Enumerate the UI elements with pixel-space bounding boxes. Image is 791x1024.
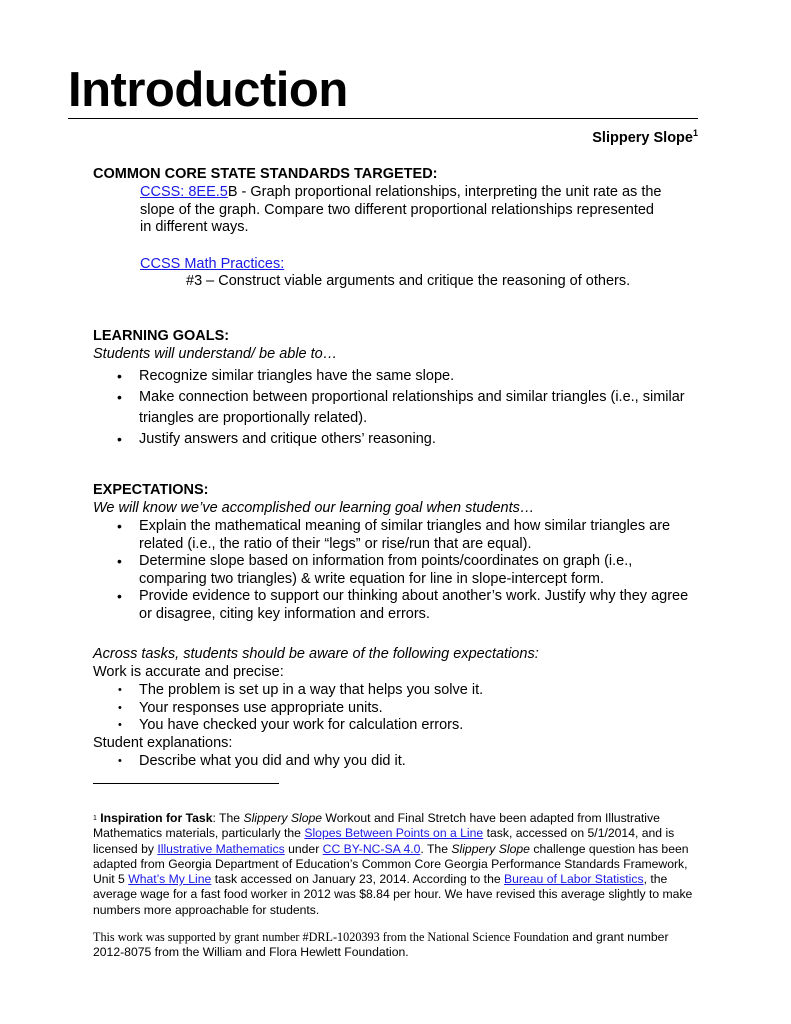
footnote-ref[interactable]: 1 — [692, 128, 698, 138]
grant-text-sans: and grant number 2012-8075 from the William and Flora Hewlett Foundation. — [93, 930, 669, 960]
title-divider — [68, 118, 698, 119]
page-title: Introduction — [68, 63, 348, 117]
whats-my-line-link[interactable]: What’s My Line — [128, 872, 212, 887]
footnote-divider — [93, 783, 279, 784]
footnote-text: under — [284, 841, 323, 856]
practice-item: #3 – Construct viable arguments and critique the reasoning of others. — [186, 273, 631, 289]
list-item: • Provide evidence to support our thinking about another’s work. Justify why they agree or disagree, citing key information and errors. — [93, 588, 693, 623]
ccss-text-line2: slope of the graph. Compare two different proportional relationships represented — [140, 201, 654, 218]
footnote-mark: 1 — [93, 815, 97, 822]
footnote-text: Workout and Final Stretch have been adapted from Illustrative Mathematics materials, particularly the — [93, 811, 660, 841]
footnote — [93, 811, 703, 918]
ccss-text-line3: in different ways. — [140, 219, 249, 235]
ccss-text-line1: B - Graph proportional relationships, interpreting the unit rate as the — [227, 184, 662, 200]
slopes-between-points-link[interactable]: Slopes Between Points on a Line — [304, 826, 484, 841]
across-tasks-text: Across tasks, students should be aware of the following expectations: — [93, 646, 539, 662]
learning-goals-heading: LEARNING GOALS: — [93, 328, 230, 344]
expectations-list — [93, 518, 693, 623]
illustrative-mathematics-link[interactable]: Illustrative Mathematics — [157, 841, 285, 856]
footnote-text: : The — [212, 811, 244, 825]
footnote-title: Slippery Slope — [451, 841, 530, 856]
grant-text-serif: This work was supported by grant number #DRL-1020393 from the National Science Foundation — [93, 930, 569, 944]
explanations-heading: Student explanations: — [93, 735, 233, 751]
standards-heading: COMMON CORE STATE STANDARDS TARGETED: — [93, 166, 438, 182]
expectations-heading: EXPECTATIONS: — [93, 482, 209, 498]
work-list — [93, 682, 693, 735]
list-item: • The problem is set up in a way that helps you solve it. — [93, 682, 693, 700]
list-item: • Recognize similar triangles have the same slope. — [93, 366, 693, 387]
list-item: • Justify answers and critique others’ reasoning. — [93, 429, 693, 450]
list-item: • Determine slope based on information from points/coordinates on graph (i.e., comparing two triangles) & write equation for line in slope-intercept form. — [93, 553, 693, 588]
explanations-list — [93, 753, 693, 771]
footnote-text: . The — [420, 841, 452, 856]
ccss-practices-link[interactable]: CCSS Math Practices: — [140, 256, 285, 272]
work-heading: Work is accurate and precise: — [93, 664, 284, 680]
task-title — [592, 130, 698, 146]
list-item: • Explain the mathematical meaning of similar triangles and how similar triangles are related (i.e., the ratio of their “legs” or rise/run that are equal). — [93, 518, 693, 553]
list-item: • Describe what you did and why you did it. — [93, 753, 693, 771]
footnote-text: , the average wage for a fast food worker in 2012 was $8.84 per hour. We have revised this average slightly to make numbers more approachable for students. — [93, 872, 693, 917]
footnote-title: Slippery Slope — [243, 811, 323, 825]
list-item: • You have checked your work for calculation errors. — [93, 717, 693, 735]
learning-goals-intro: Students will understand/ be able to… — [93, 346, 338, 362]
cc-license-link[interactable]: CC BY-NC-SA 4.0 — [322, 841, 421, 856]
footnote-text: task, accessed on 5/1/2014, and is licensed by — [93, 826, 675, 856]
list-item: • Make connection between proportional relationships and similar triangles (i.e., similar triangles are proportionally related). — [93, 387, 693, 429]
bureau-labor-statistics-link[interactable]: Bureau of Labor Statistics — [504, 872, 644, 887]
footnote-text: challenge question has been adapted from Georgia Department of Education’s Common Core Georgia Performance Standards Framework, Unit 5 — [93, 841, 689, 887]
footnote-text: task accessed on January 23, 2014. According to the — [211, 872, 505, 887]
footnote-label: Inspiration for Task — [100, 811, 213, 825]
grant-statement — [93, 930, 703, 961]
expectations-intro: We will know we’ve accomplished our learning goal when students… — [93, 500, 535, 516]
ccss-8ee5-link[interactable]: CCSS: 8EE.5 — [140, 184, 228, 200]
task-title-text: Slippery Slope — [592, 130, 693, 146]
standards-block — [140, 184, 710, 237]
list-item: • Your responses use appropriate units. — [93, 700, 693, 718]
learning-goals-list — [93, 366, 693, 450]
